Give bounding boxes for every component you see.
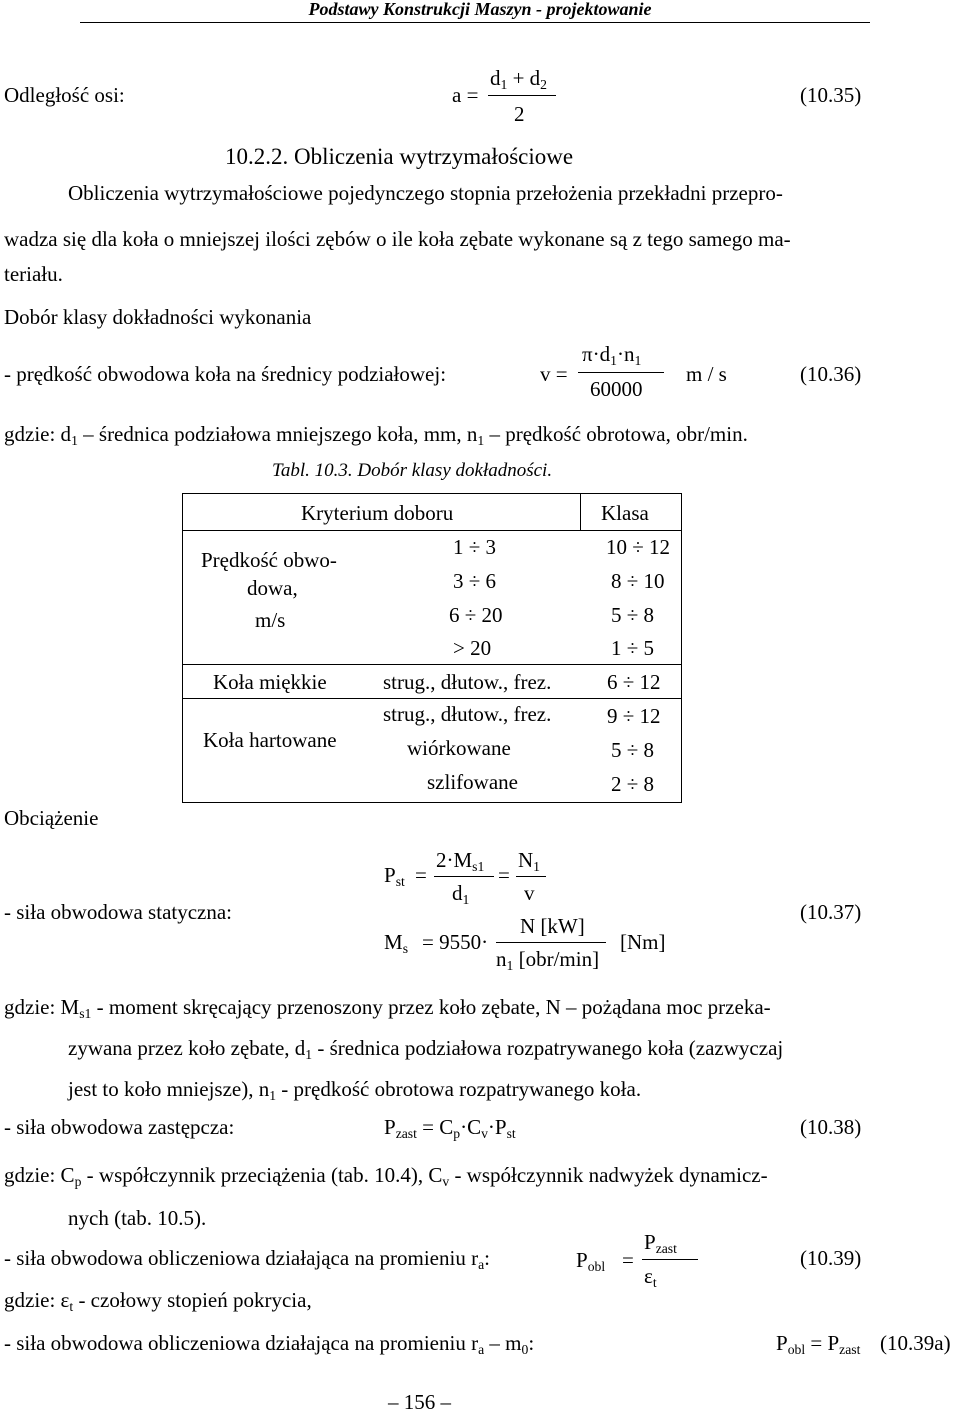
eq37-den2: v: [524, 881, 535, 905]
eq35-denominator: 2: [514, 102, 525, 126]
table-row-divider: [183, 698, 681, 699]
eq39-eq: =: [622, 1248, 634, 1272]
eq37-eq1: =: [415, 863, 427, 887]
eq39-denominator: $\varepsilon_t$: [644, 1264, 657, 1290]
eq36-lhs: v =: [540, 362, 568, 386]
eq36-where: gdzie: $d_1$ – średnica podziałowa mniejszego koła, mm, $n_1$ – prędkość obrotowa, obr/min.: [4, 422, 748, 448]
eq38-number: (10.38): [800, 1115, 862, 1139]
eq35-number: (10.35): [800, 83, 862, 107]
table-cell: 10 ÷ 12: [606, 535, 671, 559]
eq39-fraction-bar: [642, 1259, 698, 1260]
table-cell: 8 ÷ 10: [611, 569, 665, 593]
table-header-class: Klasa: [601, 501, 649, 525]
subhead-accuracy: Dobór klasy dokładności wykonania: [4, 305, 312, 329]
eq36-label: - prędkość obwodowa koła na średnicy podziałowej:: [4, 362, 447, 386]
table-header-criterion: Kryterium doboru: [301, 501, 454, 525]
table-cell: 9 ÷ 12: [607, 704, 661, 728]
table-cell: 5 ÷ 8: [611, 738, 655, 762]
eq37-ms-eq: = 9550·: [422, 930, 489, 954]
eq35-fraction-bar: [488, 95, 556, 96]
eq37-fraction-bar-1: [434, 876, 494, 877]
eq39-number: (10.39): [800, 1246, 862, 1270]
page-number: – 156 –: [388, 1390, 451, 1414]
eq38-where-line-2: nych (tab. 10.5).: [68, 1206, 207, 1230]
table-cell: strug., dłutow., frez.: [383, 702, 552, 726]
eq39a-formula: $P_{obl} = P_{zast}$: [776, 1331, 861, 1357]
eq37-ms-den: $n_1$ [obr/min]: [496, 947, 600, 973]
eq37-where-line-2: zywana przez koło zębate, $d_1$ - średnica podziałowa rozpatrywanego koła (zazwyczaj: [68, 1036, 784, 1062]
table-cell: 1 ÷ 5: [611, 636, 655, 660]
table-cell: > 20: [453, 636, 492, 660]
section-title: 10.2.2. Obliczenia wytrzymałościowe: [225, 144, 574, 169]
intro-line-3: teriału.: [4, 262, 63, 286]
eq37-pst: $P_{st}$: [384, 863, 405, 889]
intro-line-2: wadza się dla koła o mniejszej ilości zębów o ile koła zębate wykonane są z tego samego ma-: [4, 227, 791, 251]
eq37-where-line-1: gdzie: $M_{s1}$ - moment skręcający przenoszony przez koło zębate, N – pożądana moc przeka-: [4, 995, 771, 1021]
eq39a-number: (10.39a): [880, 1331, 951, 1355]
accuracy-class-table: [182, 493, 682, 803]
eq37-den1: $d_1$: [452, 881, 470, 907]
eq35-label: Odległość osi:: [4, 83, 125, 107]
running-header: Podstawy Konstrukcji Maszyn - projektowanie: [308, 0, 652, 19]
eq37-fraction-bar-2: [516, 876, 546, 877]
table-cell: 6 ÷ 20: [449, 603, 503, 627]
soft-wheels-label: Koła miękkie: [213, 670, 327, 694]
subhead-load: Obciążenie: [4, 806, 99, 830]
eq37-number: (10.37): [800, 900, 862, 924]
eq37-eq2: =: [498, 863, 510, 887]
eq37-where-line-3: jest to koło mniejsze), $n_1$ - prędkość obrotowa rozpatrywanego koła.: [68, 1077, 642, 1103]
eq37-ms-unit: [Nm]: [620, 930, 666, 954]
eq39-numerator: $P_{zast}$: [644, 1230, 677, 1256]
table-cell: 5 ÷ 8: [611, 603, 655, 627]
speed-label-line-3: m/s: [255, 608, 286, 632]
eq37-fraction-bar-3: [496, 942, 606, 943]
table-cell: 1 ÷ 3: [453, 535, 497, 559]
eq36-unit: m / s: [686, 362, 727, 386]
eq37-num2: $N_1$: [518, 848, 540, 874]
eq37-ms: $M_s$: [384, 930, 408, 956]
eq37-label: - siła obwodowa statyczna:: [4, 900, 233, 924]
table-caption: Tabl. 10.3. Dobór klasy dokładności.: [272, 460, 553, 481]
eq39-where: gdzie: $\varepsilon_t$ - czołowy stopień pokrycia,: [4, 1288, 312, 1314]
eq36-numerator: $\pi\cdot d_1\cdot n_1$: [582, 342, 642, 368]
header-rule: [80, 22, 870, 23]
table-cell: szlifowane: [427, 770, 518, 794]
eq38-label: - siła obwodowa zastępcza:: [4, 1115, 235, 1139]
eq37-ms-num: N [kW]: [520, 914, 585, 938]
table-header-separator: [580, 494, 581, 530]
speed-label-line-2: dowa,: [247, 576, 298, 600]
eq39a-label: - siła obwodowa obliczeniowa działająca na promieniu $r_a - m_0$:: [4, 1331, 535, 1357]
table-cell: wiórkowane: [407, 736, 511, 760]
eq35-lhs: a =: [452, 83, 479, 107]
eq35-numerator: $d_1 + d_2$: [490, 66, 547, 92]
eq38-where-line-1: gdzie: $C_p$ - współczynnik przeciążenia (tab. 10.4), $C_v$ - współczynnik nadwyżek dynamicz-: [4, 1163, 768, 1189]
eq39-label: - siła obwodowa obliczeniowa działająca na promieniu $r_a$:: [4, 1246, 490, 1272]
eq38-formula: $P_{zast} = C_p\cdot C_v\cdot P_{st}$: [384, 1115, 516, 1141]
intro-line-1: Obliczenia wytrzymałościowe pojedynczego stopnia przełożenia przekładni przepro-: [68, 181, 783, 205]
eq36-number: (10.36): [800, 362, 862, 386]
hard-wheels-label: Koła hartowane: [203, 728, 337, 752]
table-cell: 2 ÷ 8: [611, 772, 655, 796]
eq37-num1: $2\cdot M_{s1}$: [436, 848, 485, 874]
eq36-fraction-bar: [578, 372, 664, 373]
speed-label-line-1: Prędkość obwo-: [201, 548, 337, 572]
table-cell: 6 ÷ 12: [607, 670, 661, 694]
table-row-divider: [183, 664, 681, 665]
table-cell: 3 ÷ 6: [453, 569, 497, 593]
eq39-lhs: $P_{obl}$: [576, 1248, 606, 1274]
table-cell: strug., dłutow., frez.: [383, 670, 552, 694]
eq36-denominator: 60000: [590, 377, 643, 401]
